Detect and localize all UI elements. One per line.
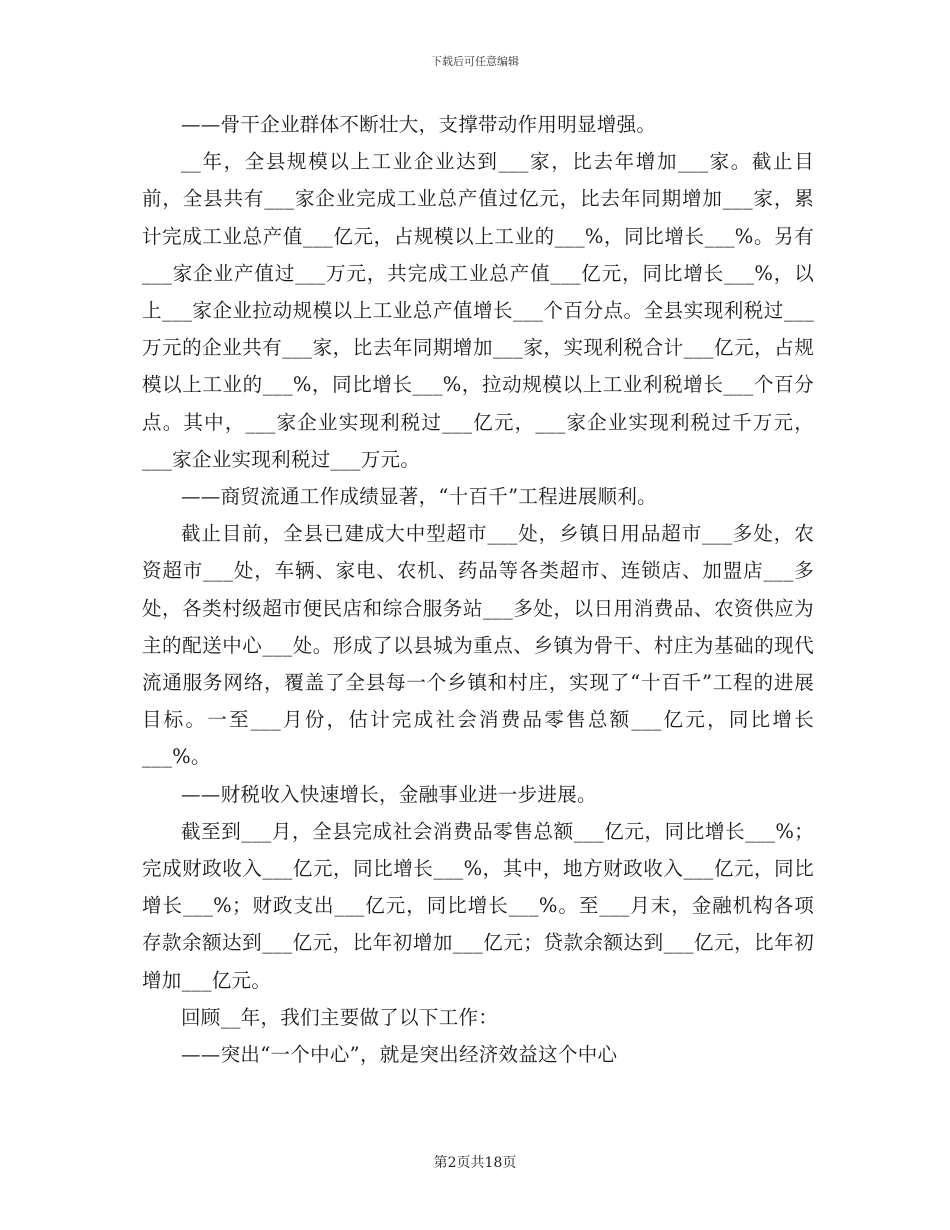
page-number: 第2页共18页 xyxy=(433,1155,517,1171)
paragraph: 截至到___月，全县完成社会消费品零售总额___亿元，同比增长___%；完成财政收入___亿元，同比增长___%，其中，地方财政收入___亿元，同比增长___%；财政支出___亿元，同比增长___%。至___月末，金融机构各项存款余额达到___亿元，比年初增加___亿元；贷款余额达到___亿元，比年初增加___亿元。 xyxy=(142,819,814,992)
document-body xyxy=(142,106,814,1073)
paragraph: ——骨干企业群体不断壮大，支撑带动作用明显增强。 xyxy=(181,113,657,136)
paragraph: __年，全县规模以上工业企业达到___家，比去年增加___家。截止目前，全县共有___家企业完成工业总产值过亿元，比去年同期增加___家，累计完成工业总产值___亿元，占规模以上工业的___%，同比增长___%。另有___家企业产值过___万元，共完成工业总产值___亿元，同比增长___%，以上___家企业拉动规模以上工业总产值增长___个百分点。全县实现利税过___万元的企业共有___家，比去年同期增加___家，实现利税合计___亿元，占规模以上工业的___%，同比增长___%，拉动规模以上工业利税增长___个百分点。其中，___家企业实现利税过___亿元，___家企业实现利税过千万元，___家企业实现利税过___万元。 xyxy=(142,150,814,471)
page-header-note: 下载后可任意编辑 xyxy=(431,55,519,68)
paragraph: ——突出“一个中心”，就是突出经济效益这个中心 xyxy=(181,1043,618,1067)
paragraph: 截止目前，全县已建成大中型超市___处，乡镇日用品超市___多处，农资超市___处，车辆、家电、农机、药品等各类超市、连锁店、加盟店___多处，各类村级超市便民店和综合服务站___多处，以日用消费品、农资供应为主的配送中心___处。形成了以县城为重点、乡镇为骨干、村庄为基础的现代流通服务网络，覆盖了全县每一个乡镇和村庄，实现了“十百千”工程的进展目标。一至___月份，估计完成社会消费品零售总额___亿元，同比增长___%。 xyxy=(142,522,814,769)
paragraph: 回顾__年，我们主要做了以下工作： xyxy=(181,1005,499,1029)
paragraph: ——商贸流通工作成绩显著，“十百千”工程进展顺利。 xyxy=(181,485,657,509)
paragraph: ——财税收入快速增长，金融事业进一步进展。 xyxy=(181,782,597,806)
